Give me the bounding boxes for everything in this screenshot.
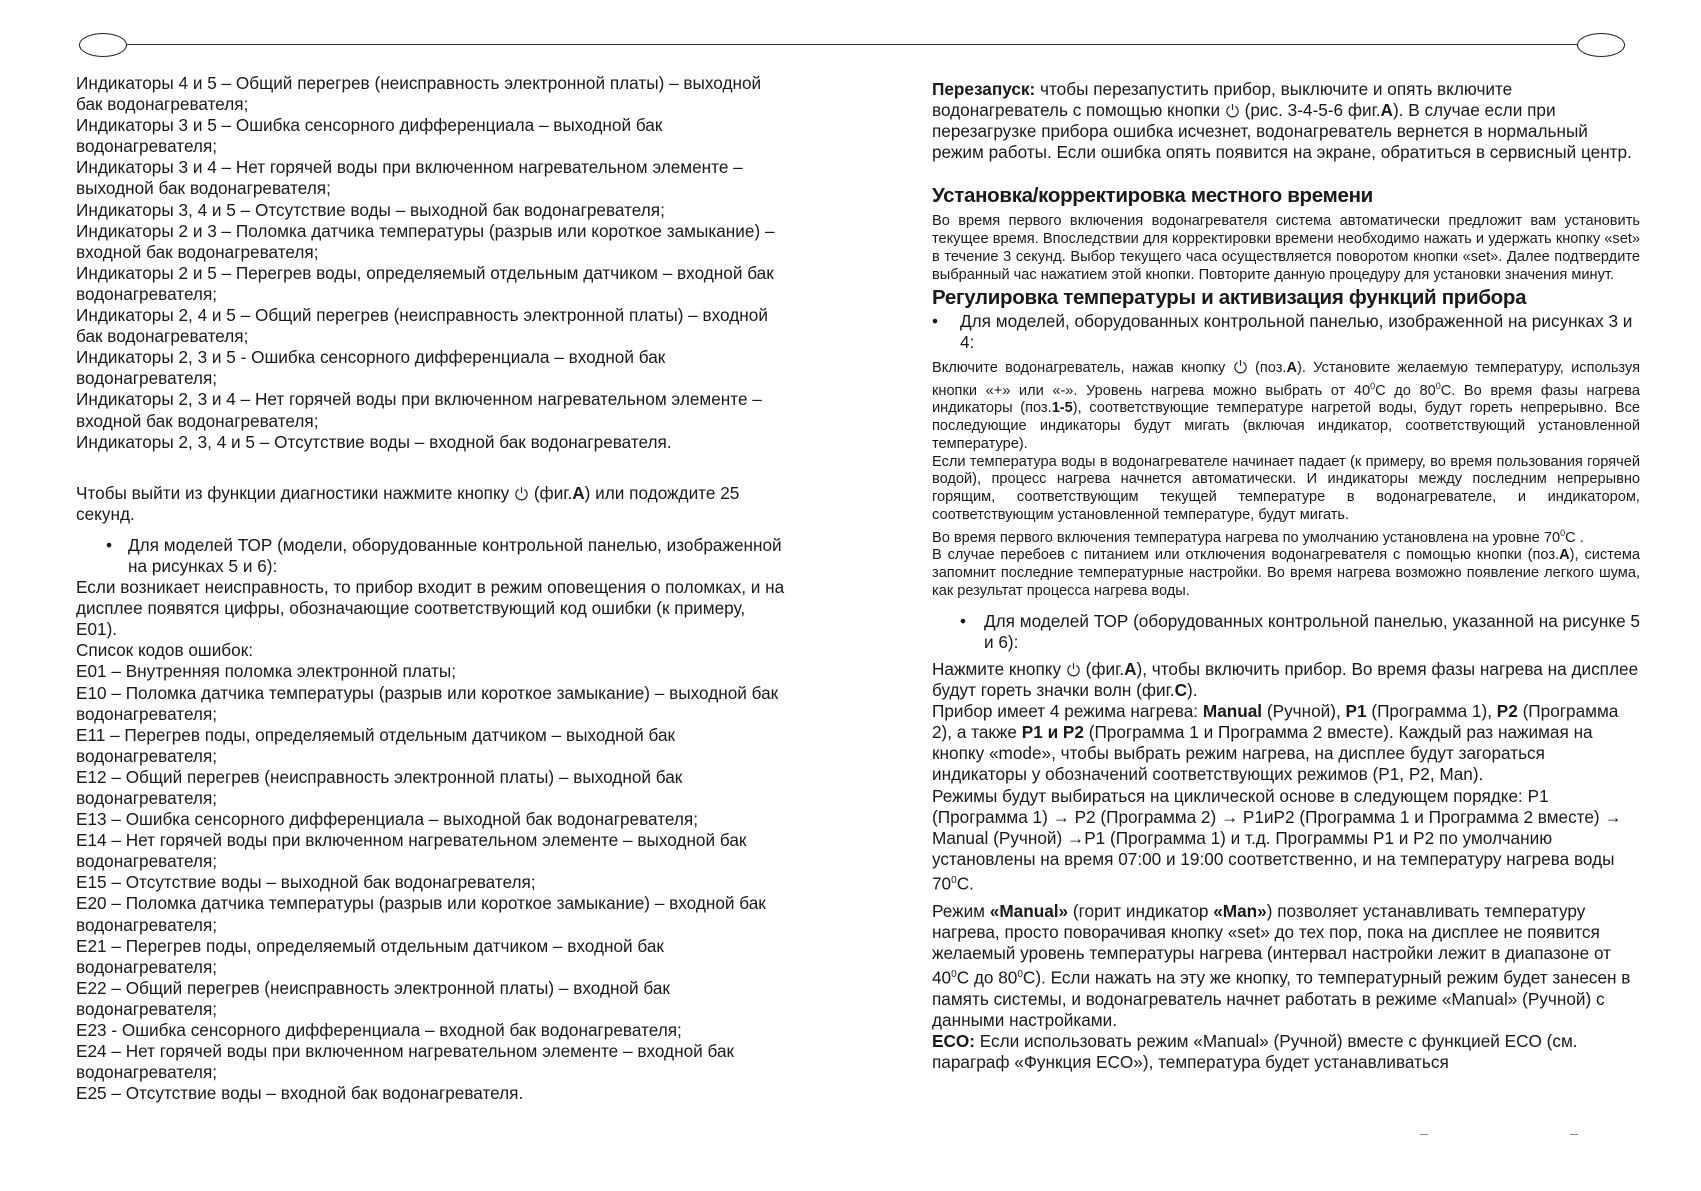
heating-step-2: Если температура воды в водонагревателе начинает падает (к примеру, во время пользования горячей водой), процесс нагрева начнется автоматически. И индикаторы между последним непрерывно горящим, соответствующим текущей температуре в водонагревателе, и индикатором, соответствующим установленной температуре, будут мигать. [932,453,1640,523]
mode-cycle: Режимы будут выбираться на циклической основе в следующем порядке: P1 (Программа 1) → P2 (Программа 2) → P1иP2 (Программа 1 и Программа 2 вместе) → Manual (Ручной) →P1 (Программа 1) и т.д. Программы P1 и P2 по умолчанию установлены на время 07:00 и 19:00 соответственно, и на температуру нагрева воды $70^0C$. [932,785,1622,894]
restart-paragraph: Перезапуск: чтобы перезапустить прибор, выключите и опять включите водонагреватель с помощью кнопки (рис. 3-4-5-6 фиг.A). В случае если при перезагрузке прибора ошибка исчезнет, водонагреватель вернется в нормальный режим работы. Если ошибка опять появится на экране, обратиться в сервисный центр. [932,79,1632,163]
top-power-on: Нажмите кнопку (фиг.A), чтобы включить прибор. Во время фазы нагрева на дисплее будут гореть значки волн (фиг.C). [932,659,1639,701]
binding-ring-icon [79,33,127,57]
heating-modes: Прибор имеет 4 режима нагрева: Manual (Ручной), P1 (Программа 1), P2 (Программа 2), а также P1 и P2 (Программа 1 и Программа 2 вместе). Каждый раз нажимая на кнопку «mode», чтобы выбрать режим нагрева, на дисплее будут загораться индикаторы у обозначений соответствующих режимов (P1, P2, Man). [932,701,1619,785]
power-icon [1066,662,1081,677]
codes-title: Список кодов ошибок: [76,640,253,661]
page-mark [1570,1134,1578,1135]
binding-ring-icon [1577,33,1625,57]
error-code-item: Е21 – Перегрев поды, определяемый отдельным датчиком – входной бак водонагревателя; [76,935,664,977]
error-code-item: Е23 - Ошибка сенсорного дифференциала – входной бак водонагревателя; [76,1020,682,1041]
indicator-item: Индикаторы 2 и 5 – Перегрев воды, определяемый отдельным датчиком – входной бак водонагревателя; [76,262,774,304]
eco-paragraph: ECO: Если использовать режим «Manual» (Ручной) вместе с функцией ECO (см. параграф «Функция ECO»), температура будет устанавливаться [932,1031,1578,1073]
heating-instructions [932,359,1640,601]
temperature-heading: Регулировка температуры и активизация функций прибора [932,285,1527,309]
heating-step-3: Во время первого включения температура нагрева по умолчанию установлена на уровне $70^0C$ . [932,527,1584,546]
power-icon [1233,359,1248,374]
indicator-item: Индикаторы 2 и 3 – Поломка датчика температуры (разрыв или короткое замыкание) – входной бак водонагревателя; [76,220,775,262]
indicator-item: Индикаторы 3, 4 и 5 – Отсутствие воды – выходной бак водонагревателя; [76,199,665,220]
manual-mode: Режим «Manual» (горит индикатор «Man») позволяет устанавливать температуру нагрева, просто поворачивая кнопку «set» до тех пор, пока на дисплее не появится желаемый уровень температуры нагрева (интервал настройки лежит в диапазоне от $40^0C$ до $80^0C$). Если нажать на эту же кнопку, то температурный режим будет занесен в память системы, и водонагреватель начнет работать в режиме «Manual» (Ручной) с данными настройками. [932,900,1631,1030]
heating-step-1: Включите водонагреватель, нажав кнопку (поз.A). Установите желаемую температуру, используя кнопки «+» или «-». Уровень нагрева можно выбрать от $40^0C$ до $80^0C$. Во время фазы нагрева индикаторы (поз.1-5), соответствующие температуре нагретой воды, будут гореть непрерывно. Все последующие индикаторы будут мигать (включая индикатор, соответствующий установленной температуре). [932,359,1641,452]
error-code-item: Е25 – Отсутствие воды – входной бак водонагревателя. [76,1083,524,1104]
heating-step-4: В случае перебоев с питанием или отключения водонагревателя с помощью кнопки (поз.A), система запомнит последние температурные настройки. Во время нагрева возможно появление легкого шума, как результат процесса нагрева воды. [932,547,1640,600]
models-bullet: • Для моделей, оборудованных контрольной панелью, изображенной на рисунках 3 и 4: [932,311,1640,353]
indicator-item: Индикаторы 2, 3 и 5 - Ошибка сенсорного дифференциала – входной бак водонагревателя; [76,347,666,389]
top-models-bullet: • Для моделей ТОР (модели, оборудованные контрольной панелью, изображенной на рисунках 5 и 6): [106,535,788,577]
error-code-item: Е12 – Общий перегрев (неисправность электронной платы) – выходной бак водонагревателя; [76,766,683,808]
error-code-item: Е22 – Общий перегрев (неисправность электронной платы) – входной бак водонагревателя; [76,977,670,1019]
indicator-item: Индикаторы 2, 3 и 4 – Нет горячей воды при включенном нагревательном элементе – входной бак водонагревателя; [76,389,762,431]
top-models-bullet: • Для моделей ТОР (оборудованных контрольной панелью, указанной на рисунке 5 и 6): [960,611,1640,653]
left-column [76,73,788,1104]
power-icon [1225,103,1240,118]
time-text: Во время первого включения водонагревателя система автоматически предложит вам установить текущее время. Впоследствии для корректировки времени необходимо нажать и удержать кнопку «set» в течение 3 секунд. Выбор текущего часа осуществляется поворотом кнопки «set». Далее подтвердите выбранный час нажатием этой кнопки. Повторите данную процедуру для установки значения минут. [932,213,1640,283]
fault-intro: Если возникает неисправность, то прибор входит в режим оповещения о поломках, и на дисплее появятся цифры, обозначающие соответствующий код ошибки (к примеру, Е01). [76,577,785,640]
error-code-item: Е13 – Ошибка сенсорного дифференциала – выходной бак водонагревателя; [76,809,698,830]
indicator-item: Индикаторы 2, 3, 4 и 5 – Отсутствие воды – входной бак водонагревателя. [76,431,672,452]
page-mark [1420,1134,1428,1135]
error-code-item: Е20 – Поломка датчика температуры (разрыв или короткое замыкание) – входной бак водонагревателя; [76,893,766,935]
indicator-list [76,73,788,453]
error-code-item: Е11 – Перегрев поды, определяемый отдельным датчиком – выходной бак водонагревателя; [76,724,676,766]
indicator-item: Индикаторы 3 и 5 – Ошибка сенсорного дифференциала – выходной бак водонагревателя; [76,115,663,157]
error-code-list [76,661,788,1104]
indicator-item: Индикаторы 3 и 4 – Нет горячей воды при включенном нагревательном элементе – выходной бак водонагревателя; [76,157,743,199]
exit-diagnostics-text: Чтобы выйти из функции диагностики нажмите кнопку (фиг.A) или подождите 25 секунд. [76,482,740,524]
error-code-item: Е10 – Поломка датчика температуры (разрыв или короткое замыкание) – выходной бак водонагревателя; [76,682,779,724]
error-code-item: Е24 – Нет горячей воды при включенном нагревательном элементе – входной бак водонагревателя; [76,1041,735,1083]
indicator-item: Индикаторы 4 и 5 – Общий перегрев (неисправность электронной платы) – выходной бак водонагревателя; [76,73,762,115]
power-icon [514,486,529,501]
header-rule [118,44,1583,45]
right-column [932,79,1640,1073]
error-code-item: Е01 – Внутренняя поломка электронной платы; [76,661,457,682]
indicator-item: Индикаторы 2, 4 и 5 – Общий перегрев (неисправность электронной платы) – входной бак водонагревателя; [76,305,768,347]
error-code-item: Е14 – Нет горячей воды при включенном нагревательном элементе – выходной бак водонагревателя; [76,830,747,872]
error-code-item: Е15 – Отсутствие воды – выходной бак водонагревателя; [76,872,536,893]
time-heading: Установка/корректировка местного времени [932,184,1373,208]
